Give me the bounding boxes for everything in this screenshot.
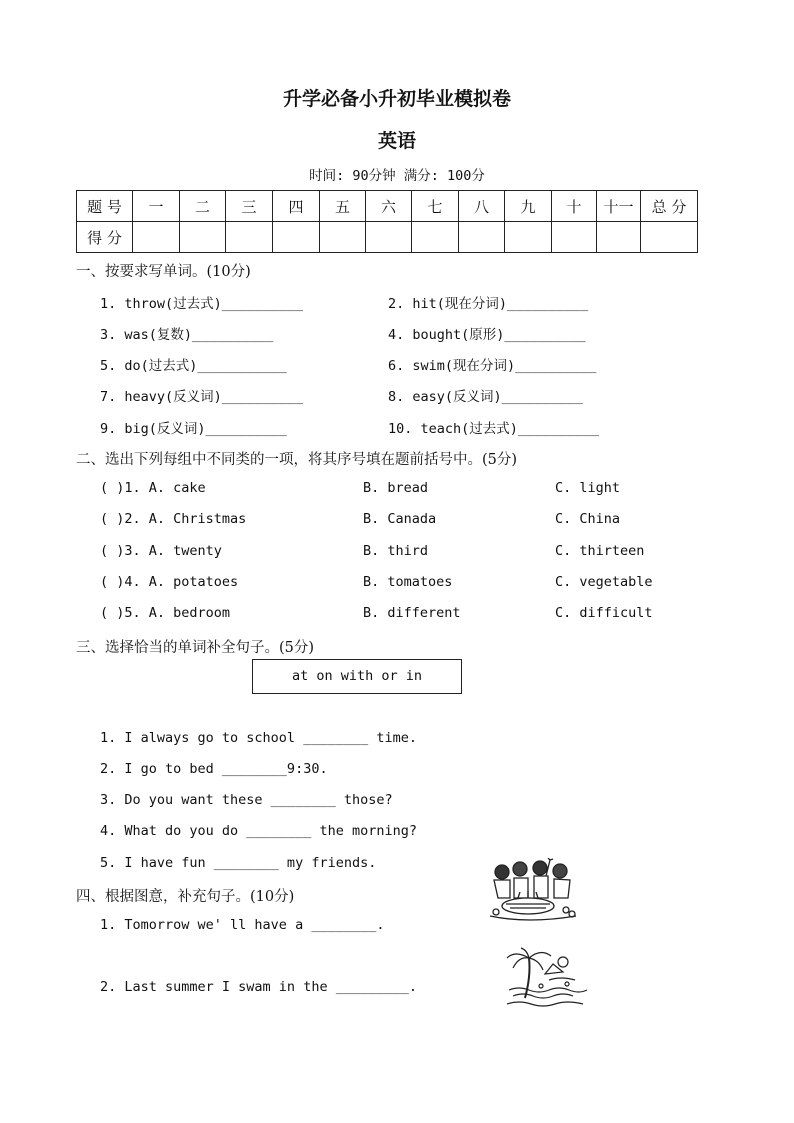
choice-option-b: B. different [363, 605, 461, 621]
score-cell-blank[interactable] [226, 222, 273, 253]
score-cell-header: 五 [320, 191, 366, 222]
score-cell-blank[interactable] [180, 222, 226, 253]
word-bank-box: at on with or in [252, 659, 462, 694]
score-cell-header: 十 [552, 191, 597, 222]
question-item: 8. easy(反义词)__________ [388, 389, 583, 405]
score-cell-blank[interactable] [459, 222, 505, 253]
section3-heading: 三、选择恰当的单词补全句子。(5分) [76, 640, 315, 656]
choice-option-a: ( )5. A. bedroom [100, 605, 231, 621]
sentence-item: 1. Tomorrow we' ll have a ________. [100, 917, 385, 933]
sentence-item: 2. I go to bed ________9:30. [100, 761, 328, 777]
score-cell-header: 四 [273, 191, 320, 222]
question-item: 9. big(反义词)__________ [100, 421, 287, 437]
choice-option-b: B. third [363, 543, 429, 559]
score-cell-header: 九 [505, 191, 552, 222]
score-cell-blank[interactable] [505, 222, 552, 253]
question-item: 7. heavy(反义词)__________ [100, 389, 304, 405]
choice-option-a: ( )4. A. potatoes [100, 574, 239, 590]
score-cell-header: 题 号 [77, 191, 133, 222]
score-cell-header: 七 [412, 191, 459, 222]
sentence-item: 5. I have fun ________ my friends. [100, 855, 377, 871]
sentence-item: 4. What do you do ________ the morning? [100, 823, 417, 839]
question-item: 2. hit(现在分词)__________ [388, 296, 589, 312]
score-cell-blank[interactable] [412, 222, 459, 253]
party-picture [488, 858, 580, 924]
choice-option-a: ( )1. A. cake [100, 480, 206, 496]
choice-option-c: C. light [555, 480, 621, 496]
question-item: 4. bought(原形)__________ [388, 327, 586, 343]
choice-option-c: C. vegetable [555, 574, 653, 590]
score-table-score-row [77, 222, 698, 253]
score-cell-blank[interactable] [552, 222, 597, 253]
score-row-label: 得 分 [77, 222, 133, 253]
question-item: 3. was(复数)__________ [100, 327, 274, 343]
score-table-header-row [77, 191, 698, 222]
question-item: 6. swim(现在分词)__________ [388, 358, 597, 374]
score-cell-blank[interactable] [641, 222, 698, 253]
score-cell-blank[interactable] [133, 222, 180, 253]
score-cell-header: 十一 [597, 191, 641, 222]
score-cell-header: 六 [366, 191, 412, 222]
time-info: 时间: 90分钟 满分: 100分 [309, 168, 485, 184]
question-item: 1. throw(过去式)__________ [100, 296, 304, 312]
choice-option-b: B. Canada [363, 511, 437, 527]
choice-option-b: B. tomatoes [363, 574, 453, 590]
choice-option-b: B. bread [363, 480, 429, 496]
section2-heading: 二、选出下列每组中不同类的一项，将其序号填在题前括号中。(5分) [76, 452, 518, 468]
question-item: 10. teach(过去式)__________ [388, 421, 600, 437]
beach-picture [505, 946, 589, 1010]
score-cell-header: 八 [459, 191, 505, 222]
score-cell-header: 总 分 [641, 191, 698, 222]
choice-option-c: C. thirteen [555, 543, 645, 559]
score-cell-blank[interactable] [273, 222, 320, 253]
question-item: 5. do(过去式)___________ [100, 358, 287, 374]
sentence-item: 3. Do you want these ________ those? [100, 792, 393, 808]
score-cell-blank[interactable] [597, 222, 641, 253]
page-title: 升学必备小升初毕业模拟卷 [282, 88, 511, 110]
choice-option-a: ( )2. A. Christmas [100, 511, 247, 527]
score-cell-blank[interactable] [366, 222, 412, 253]
choice-option-c: C. China [555, 511, 621, 527]
section1-heading: 一、按要求写单词。(10分) [76, 264, 251, 280]
score-cell-header: 三 [226, 191, 273, 222]
section4-heading: 四、根据图意，补充句子。(10分) [76, 889, 295, 905]
score-table [76, 190, 698, 253]
choice-option-a: ( )3. A. twenty [100, 543, 222, 559]
score-cell-header: 一 [133, 191, 180, 222]
sentence-item: 2. Last summer I swam in the _________. [100, 979, 417, 995]
subject-title: 英语 [377, 130, 416, 152]
sentence-item: 1. I always go to school ________ time. [100, 730, 417, 746]
choice-option-c: C. difficult [555, 605, 653, 621]
score-cell-blank[interactable] [320, 222, 366, 253]
score-cell-header: 二 [180, 191, 226, 222]
